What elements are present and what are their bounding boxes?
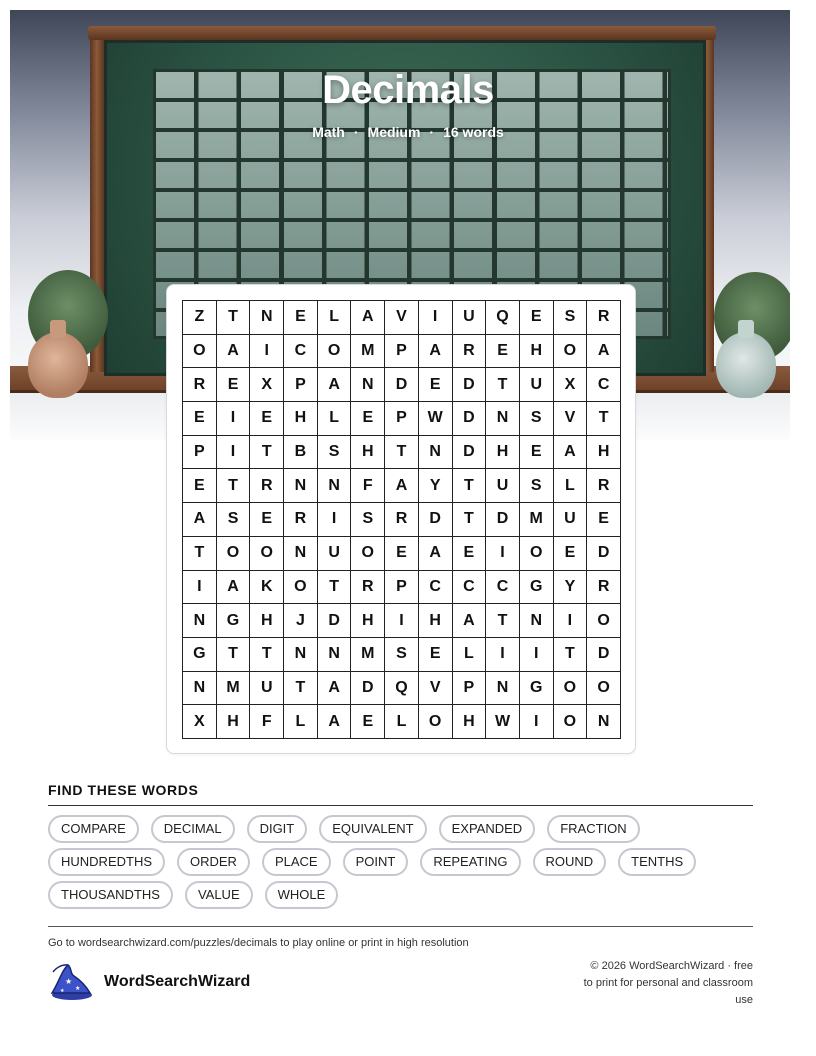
grid-cell[interactable]: O	[250, 537, 284, 571]
vase-right	[716, 332, 776, 398]
grid-cell[interactable]: R	[453, 335, 487, 369]
grid-cell[interactable]: M	[520, 503, 554, 537]
grid-cell[interactable]: D	[453, 402, 487, 436]
grid-cell[interactable]: W	[419, 402, 453, 436]
grid-cell[interactable]: N	[587, 705, 621, 739]
grid-cell[interactable]: P	[183, 436, 217, 470]
word-chip: ORDER	[177, 848, 250, 876]
grid-cell[interactable]: D	[453, 436, 487, 470]
grid-cell[interactable]: I	[385, 604, 419, 638]
grid-cell[interactable]: I	[486, 638, 520, 672]
grid-cell[interactable]: P	[284, 368, 318, 402]
grid-cell[interactable]: E	[486, 335, 520, 369]
svg-text:★: ★	[60, 988, 65, 994]
grid-cell[interactable]: D	[419, 503, 453, 537]
grid-cell[interactable]: O	[554, 672, 588, 706]
grid-cell[interactable]: E	[453, 537, 487, 571]
grid-cell[interactable]: S	[554, 301, 588, 335]
grid-cell[interactable]: E	[217, 368, 251, 402]
brand-name: WordSearchWizard	[104, 973, 251, 990]
word-chip: THOUSANDTHS	[48, 881, 173, 909]
grid-cell[interactable]: T	[250, 436, 284, 470]
grid-cell[interactable]: I	[318, 503, 352, 537]
grid-cell[interactable]: G	[520, 672, 554, 706]
grid-cell[interactable]: J	[284, 604, 318, 638]
svg-text:★: ★	[75, 985, 81, 992]
word-chip: REPEATING	[420, 848, 520, 876]
grid-cell[interactable]: R	[385, 503, 419, 537]
word-chip: DECIMAL	[151, 815, 235, 843]
grid-cell[interactable]: A	[419, 335, 453, 369]
grid-cell[interactable]: R	[183, 368, 217, 402]
word-chip: EXPANDED	[439, 815, 536, 843]
grid-cell[interactable]: E	[554, 537, 588, 571]
grid-cell[interactable]: T	[284, 672, 318, 706]
grid-cell[interactable]: S	[520, 469, 554, 503]
grid-cell[interactable]: R	[351, 571, 385, 605]
grid-cell[interactable]: O	[587, 672, 621, 706]
grid-cell[interactable]: I	[183, 571, 217, 605]
grid-cell[interactable]: A	[217, 571, 251, 605]
grid-cell[interactable]: T	[250, 638, 284, 672]
grid-cell[interactable]: N	[486, 672, 520, 706]
word-chip: PLACE	[262, 848, 331, 876]
grid-cell[interactable]: A	[318, 672, 352, 706]
grid-cell[interactable]: O	[318, 335, 352, 369]
grid-cell[interactable]: N	[318, 638, 352, 672]
grid-cell[interactable]: Q	[385, 672, 419, 706]
grid-cell[interactable]: S	[318, 436, 352, 470]
grid-cell[interactable]: T	[318, 571, 352, 605]
grid-cell[interactable]: A	[217, 335, 251, 369]
grid-cell[interactable]: F	[250, 705, 284, 739]
grid-cell[interactable]: N	[318, 469, 352, 503]
grid-cell[interactable]: G	[217, 604, 251, 638]
grid-cell[interactable]: L	[554, 469, 588, 503]
grid-cell[interactable]: T	[587, 402, 621, 436]
grid-cell[interactable]: H	[419, 604, 453, 638]
grid-cell[interactable]: S	[217, 503, 251, 537]
word-chip: POINT	[343, 848, 409, 876]
grid-cell[interactable]: E	[351, 705, 385, 739]
grid-cell[interactable]: A	[587, 335, 621, 369]
grid-cell[interactable]: H	[453, 705, 487, 739]
grid-cell[interactable]: E	[351, 402, 385, 436]
grid-cell[interactable]: F	[351, 469, 385, 503]
grid-cell[interactable]: H	[520, 335, 554, 369]
grid-cell[interactable]: N	[419, 436, 453, 470]
grid-cell[interactable]: D	[587, 638, 621, 672]
grid-cell[interactable]: P	[385, 335, 419, 369]
grid-cell[interactable]: L	[284, 705, 318, 739]
grid-cell[interactable]: Y	[419, 469, 453, 503]
word-chip: HUNDREDTHS	[48, 848, 165, 876]
grid-cell[interactable]: H	[351, 436, 385, 470]
grid-cell[interactable]: N	[520, 604, 554, 638]
divider	[48, 805, 753, 806]
word-chip: ROUND	[533, 848, 607, 876]
grid-cell[interactable]: X	[554, 368, 588, 402]
grid-cell[interactable]: R	[250, 469, 284, 503]
grid-cell[interactable]: K	[250, 571, 284, 605]
divider	[48, 926, 753, 927]
grid-cell[interactable]: G	[520, 571, 554, 605]
grid-cell[interactable]: Y	[554, 571, 588, 605]
word-chip: TENTHS	[618, 848, 696, 876]
grid-cell[interactable]: M	[217, 672, 251, 706]
footer-note: Go to wordsearchwizard.com/puzzles/decimals to play online or print in high resolution	[48, 937, 469, 949]
grid-cell[interactable]: N	[284, 638, 318, 672]
word-chip: FRACTION	[547, 815, 639, 843]
puzzle-card	[166, 284, 636, 754]
grid-cell[interactable]: P	[385, 571, 419, 605]
page-title: Decimals	[322, 68, 494, 112]
grid-cell[interactable]: C	[284, 335, 318, 369]
word-chip: WHOLE	[265, 881, 339, 909]
grid-cell[interactable]: O	[587, 604, 621, 638]
grid-cell[interactable]: V	[419, 672, 453, 706]
grid-cell[interactable]: N	[284, 469, 318, 503]
grid-cell[interactable]: N	[486, 402, 520, 436]
grid-cell[interactable]: N	[250, 301, 284, 335]
grid-cell[interactable]: C	[486, 571, 520, 605]
grid-cell[interactable]: D	[351, 672, 385, 706]
grid-cell[interactable]: E	[520, 436, 554, 470]
grid-cell[interactable]: U	[486, 469, 520, 503]
meta-separator: ·	[429, 124, 435, 140]
grid-cell[interactable]: U	[318, 537, 352, 571]
grid-cell[interactable]: N	[183, 604, 217, 638]
grid-cell[interactable]: P	[453, 672, 487, 706]
word-list-heading: FIND THESE WORDS	[48, 782, 199, 798]
grid-cell[interactable]: O	[284, 571, 318, 605]
grid-cell[interactable]: E	[284, 301, 318, 335]
word-chip: DIGIT	[247, 815, 308, 843]
grid-cell[interactable]: O	[520, 537, 554, 571]
grid-cell[interactable]: I	[554, 604, 588, 638]
copyright-notice: © 2026 WordSearchWizard · free to print for personal and classroom use	[583, 960, 753, 1006]
grid-cell[interactable]: P	[385, 402, 419, 436]
grid-cell[interactable]: L	[453, 638, 487, 672]
grid-cell[interactable]: H	[351, 604, 385, 638]
grid-cell[interactable]: G	[183, 638, 217, 672]
grid-cell[interactable]: R	[284, 503, 318, 537]
brand	[48, 962, 250, 1002]
grid-cell[interactable]: N	[183, 672, 217, 706]
grid-cell[interactable]: T	[217, 301, 251, 335]
grid-cell[interactable]: H	[486, 436, 520, 470]
grid-cell[interactable]: I	[217, 402, 251, 436]
grid-cell[interactable]: C	[419, 571, 453, 605]
grid-cell[interactable]: E	[250, 402, 284, 436]
grid-cell[interactable]: U	[520, 368, 554, 402]
grid-cell[interactable]: V	[385, 301, 419, 335]
grid-cell[interactable]: R	[587, 571, 621, 605]
grid-cell[interactable]: D	[318, 604, 352, 638]
grid-cell[interactable]: S	[520, 402, 554, 436]
grid-cell[interactable]: E	[385, 537, 419, 571]
grid-cell[interactable]: E	[250, 503, 284, 537]
grid-cell[interactable]: O	[351, 537, 385, 571]
grid-cell[interactable]: O	[217, 537, 251, 571]
grid-cell[interactable]: T	[486, 368, 520, 402]
grid-cell[interactable]: D	[486, 503, 520, 537]
grid-cell[interactable]: Q	[486, 301, 520, 335]
grid-cell[interactable]: X	[183, 705, 217, 739]
grid-cell[interactable]: S	[351, 503, 385, 537]
wizard-hat-icon	[48, 962, 94, 1002]
grid-cell[interactable]: H	[217, 705, 251, 739]
frame-beam	[88, 26, 716, 40]
meta-separator: ·	[353, 124, 359, 140]
meta-subject: Math	[312, 124, 345, 140]
grid-cell[interactable]: A	[419, 537, 453, 571]
grid-cell[interactable]: R	[587, 301, 621, 335]
grid-cell[interactable]: X	[250, 368, 284, 402]
word-chip: EQUIVALENT	[319, 815, 426, 843]
grid-cell[interactable]: H	[250, 604, 284, 638]
grid-cell[interactable]: L	[318, 301, 352, 335]
grid-cell[interactable]: T	[453, 469, 487, 503]
grid-cell[interactable]: T	[486, 604, 520, 638]
grid-cell[interactable]: H	[587, 436, 621, 470]
svg-text:★: ★	[65, 977, 73, 986]
grid-cell[interactable]: A	[183, 503, 217, 537]
grid-cell[interactable]: I	[486, 537, 520, 571]
grid-cell[interactable]: O	[554, 335, 588, 369]
word-chip: COMPARE	[48, 815, 139, 843]
grid-cell[interactable]: I	[520, 638, 554, 672]
grid-cell[interactable]: Z	[183, 301, 217, 335]
grid-cell[interactable]: A	[318, 705, 352, 739]
grid-cell[interactable]: I	[217, 436, 251, 470]
grid-cell[interactable]: E	[183, 469, 217, 503]
grid-cell[interactable]: B	[284, 436, 318, 470]
grid-cell[interactable]: D	[385, 368, 419, 402]
grid-cell[interactable]: I	[520, 705, 554, 739]
grid-cell[interactable]: N	[351, 368, 385, 402]
grid-cell[interactable]: T	[217, 638, 251, 672]
grid-cell[interactable]: U	[554, 503, 588, 537]
puzzle-meta	[0, 124, 816, 140]
grid-cell[interactable]: T	[385, 436, 419, 470]
grid-cell[interactable]: N	[284, 537, 318, 571]
grid-cell[interactable]: C	[453, 571, 487, 605]
meta-word-count: 16 words	[443, 124, 504, 140]
grid-cell[interactable]: D	[587, 537, 621, 571]
grid-cell[interactable]: T	[453, 503, 487, 537]
grid-cell[interactable]: T	[217, 469, 251, 503]
letter-grid	[182, 300, 621, 739]
grid-cell[interactable]: A	[554, 436, 588, 470]
grid-cell[interactable]: W	[486, 705, 520, 739]
grid-cell[interactable]: S	[385, 638, 419, 672]
grid-cell[interactable]: A	[385, 469, 419, 503]
grid-cell[interactable]: D	[453, 368, 487, 402]
grid-cell[interactable]: U	[453, 301, 487, 335]
grid-cell[interactable]: U	[250, 672, 284, 706]
grid-cell[interactable]: L	[318, 402, 352, 436]
grid-cell[interactable]: M	[351, 638, 385, 672]
grid-cell[interactable]: R	[587, 469, 621, 503]
grid-cell[interactable]: A	[351, 301, 385, 335]
grid-cell[interactable]: V	[554, 402, 588, 436]
grid-cell[interactable]: O	[419, 705, 453, 739]
grid-cell[interactable]: E	[587, 503, 621, 537]
grid-cell[interactable]: E	[419, 368, 453, 402]
grid-cell[interactable]: T	[554, 638, 588, 672]
grid-cell[interactable]: I	[419, 301, 453, 335]
grid-cell[interactable]: L	[385, 705, 419, 739]
grid-cell[interactable]: E	[183, 402, 217, 436]
grid-cell[interactable]: O	[554, 705, 588, 739]
grid-cell[interactable]: C	[587, 368, 621, 402]
word-chip: VALUE	[185, 881, 253, 909]
grid-cell[interactable]: A	[453, 604, 487, 638]
grid-cell[interactable]: E	[520, 301, 554, 335]
grid-cell[interactable]: I	[250, 335, 284, 369]
word-list	[48, 815, 753, 909]
grid-cell[interactable]: H	[284, 402, 318, 436]
grid-cell[interactable]: O	[183, 335, 217, 369]
vase-left	[28, 332, 88, 398]
grid-cell[interactable]: M	[351, 335, 385, 369]
grid-cell[interactable]: T	[183, 537, 217, 571]
meta-difficulty: Medium	[367, 124, 421, 140]
grid-cell[interactable]: E	[419, 638, 453, 672]
grid-cell[interactable]: A	[318, 368, 352, 402]
